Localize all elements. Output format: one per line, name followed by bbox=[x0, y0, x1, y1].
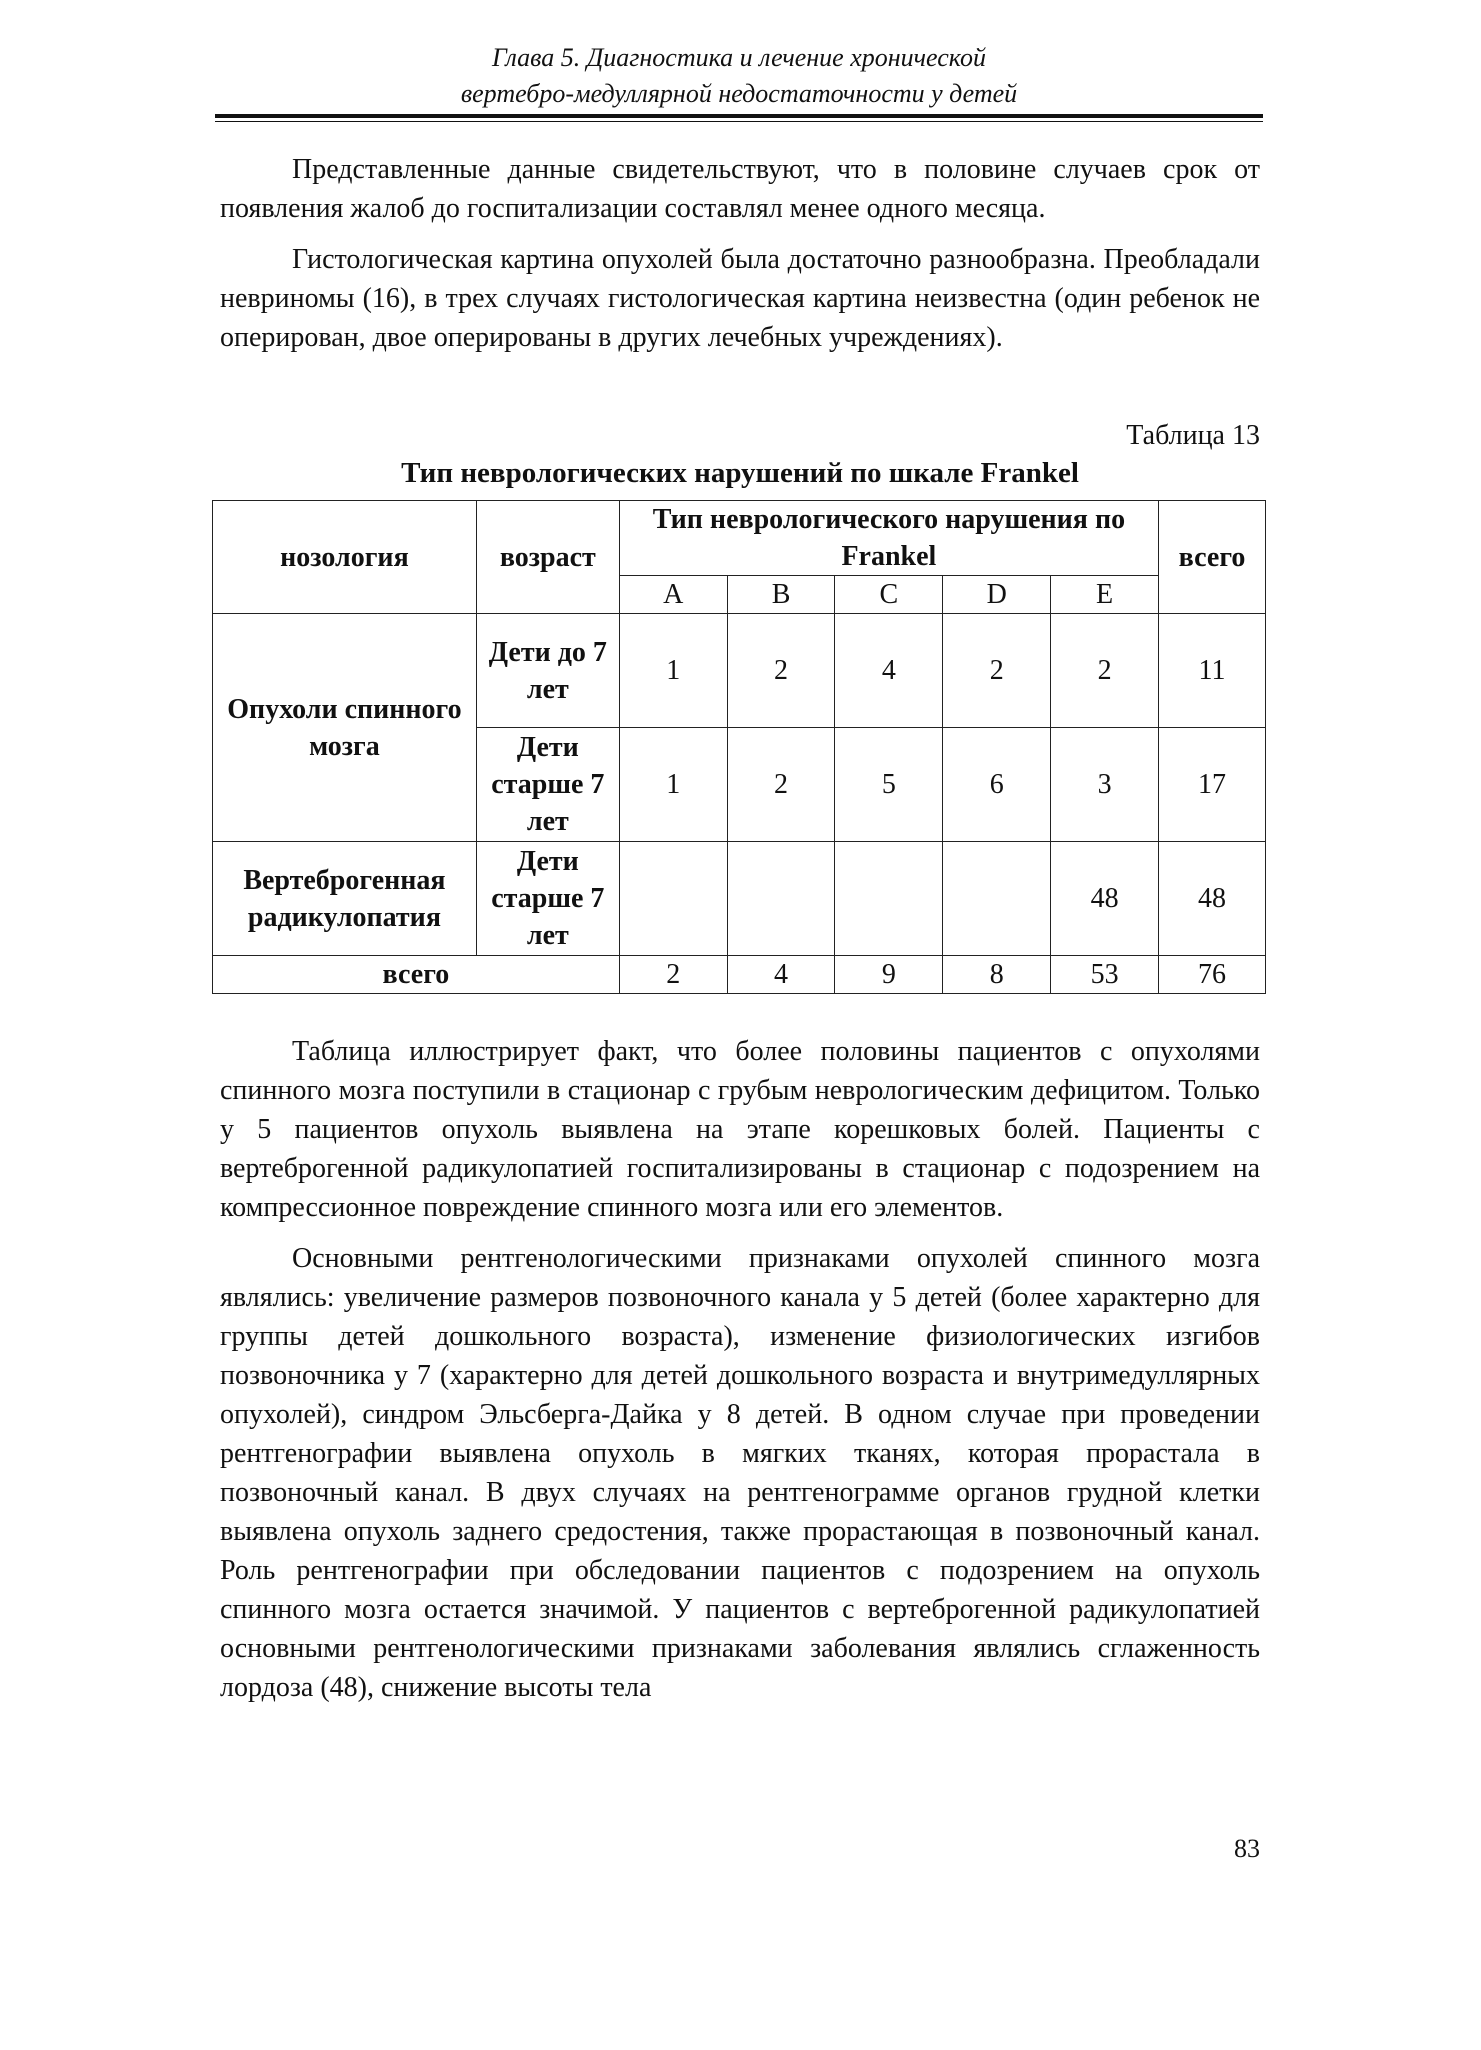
total-cell: 11 bbox=[1159, 614, 1266, 728]
value-cell: 8 bbox=[943, 956, 1051, 994]
frankel-table bbox=[212, 500, 1266, 994]
top-text bbox=[220, 150, 1260, 357]
value-cell: 2 bbox=[943, 614, 1051, 728]
value-cell: 2 bbox=[727, 614, 835, 728]
value-cell: 4 bbox=[727, 956, 835, 994]
table-number: Таблица 13 bbox=[1126, 420, 1260, 451]
value-cell bbox=[619, 842, 727, 956]
header-type-d: D bbox=[943, 576, 1051, 614]
header-total: всего bbox=[1159, 501, 1266, 614]
header-type-group: Тип неврологического нарушения по Frankel bbox=[619, 501, 1158, 576]
nosology-cell: Вертеброгенная радикулопатия bbox=[213, 842, 477, 956]
running-header-line-2: вертебро-медуллярной недостаточности у детей bbox=[460, 79, 1018, 108]
value-cell: 1 bbox=[619, 614, 727, 728]
header-rule bbox=[215, 114, 1263, 122]
value-cell: 5 bbox=[835, 728, 943, 842]
running-header bbox=[215, 40, 1263, 112]
total-cell: 76 bbox=[1159, 956, 1266, 994]
age-cell: Дети старше 7 лет bbox=[476, 842, 619, 956]
header-age: возраст bbox=[476, 501, 619, 614]
header-type-e: E bbox=[1051, 576, 1159, 614]
table-header-row bbox=[213, 501, 1266, 576]
value-cell bbox=[835, 842, 943, 956]
value-cell: 53 bbox=[1051, 956, 1159, 994]
value-cell bbox=[943, 842, 1051, 956]
value-cell: 2 bbox=[1051, 614, 1159, 728]
value-cell: 2 bbox=[619, 956, 727, 994]
total-cell: 48 bbox=[1159, 842, 1266, 956]
table-row bbox=[213, 842, 1266, 956]
value-cell: 9 bbox=[835, 956, 943, 994]
page-number: 83 bbox=[1234, 1834, 1260, 1863]
table-totals-row bbox=[213, 956, 1266, 994]
paragraph: Основными рентгенологическими признаками опухолей спинного мозга являлись: увеличение размеров позвоночного канала у 5 детей (более характерно для группы детей дошкольного возраста), изменение физиологических изгибов позвоночника у 7 (характерно для детей дошкольного возраста и внутримедуллярных опухолей), синдром Эльсберга-Дайка у 8 детей. В одном случае при проведении рентгенографии выявлена опухоль в мягких тканях, которая прорастала в позвоночный канал. В двух случаях на рентгенограмме органов грудной клетки выявлена опухоль заднего средостения, также прорастающая в позвоночный канал. Роль рентгенографии при обследовании пациентов с подозрением на опухоль спинного мозга остается значимой. У пациентов с вертеброгенной радикулопатией основными рентгенологическими признаками заболевания являлись сглаженность лордоза (48), снижение высоты тела bbox=[220, 1243, 1260, 1703]
total-cell: 17 bbox=[1159, 728, 1266, 842]
header-type-c: C bbox=[835, 576, 943, 614]
header-type-a: A bbox=[619, 576, 727, 614]
bottom-text bbox=[220, 1032, 1260, 1707]
value-cell: 2 bbox=[727, 728, 835, 842]
value-cell: 48 bbox=[1051, 842, 1159, 956]
value-cell: 1 bbox=[619, 728, 727, 842]
running-header-line-1: Глава 5. Диагностика и лечение хронической bbox=[492, 43, 986, 72]
paragraph: Представленные данные свидетельствуют, что в половине случаев срок от появления жалоб до госпитализации составлял менее одного месяца. bbox=[220, 154, 1260, 224]
header-type-b: B bbox=[727, 576, 835, 614]
age-cell: Дети старше 7 лет bbox=[476, 728, 619, 842]
value-cell: 4 bbox=[835, 614, 943, 728]
value-cell: 6 bbox=[943, 728, 1051, 842]
table-row bbox=[213, 614, 1266, 728]
table-title: Тип неврологических нарушений по шкале Frankel bbox=[401, 457, 1079, 489]
paragraph: Гистологическая картина опухолей была достаточно разнообразна. Преобладали невриномы (16), в трех случаях гистологическая картина неизвестна (один ребенок не оперирован, двое оперированы в других лечебных учреждениях). bbox=[220, 244, 1260, 353]
nosology-cell: Опухоли спинного мозга bbox=[213, 614, 477, 842]
age-cell: Дети до 7 лет bbox=[476, 614, 619, 728]
paragraph: Таблица иллюстрирует факт, что более половины пациентов с опухолями спинного мозга поступили в стационар с грубым неврологическим дефицитом. Только у 5 пациентов опухоль выявлена на этапе корешковых болей. Пациенты с вертеброгенной радикулопатией госпитализированы в стационар с подозрением на компрессионное повреждение спинного мозга или его элементов. bbox=[220, 1036, 1260, 1223]
header-nosology: нозология bbox=[213, 501, 477, 614]
value-cell bbox=[727, 842, 835, 956]
value-cell: 3 bbox=[1051, 728, 1159, 842]
totals-label: всего bbox=[213, 956, 620, 994]
